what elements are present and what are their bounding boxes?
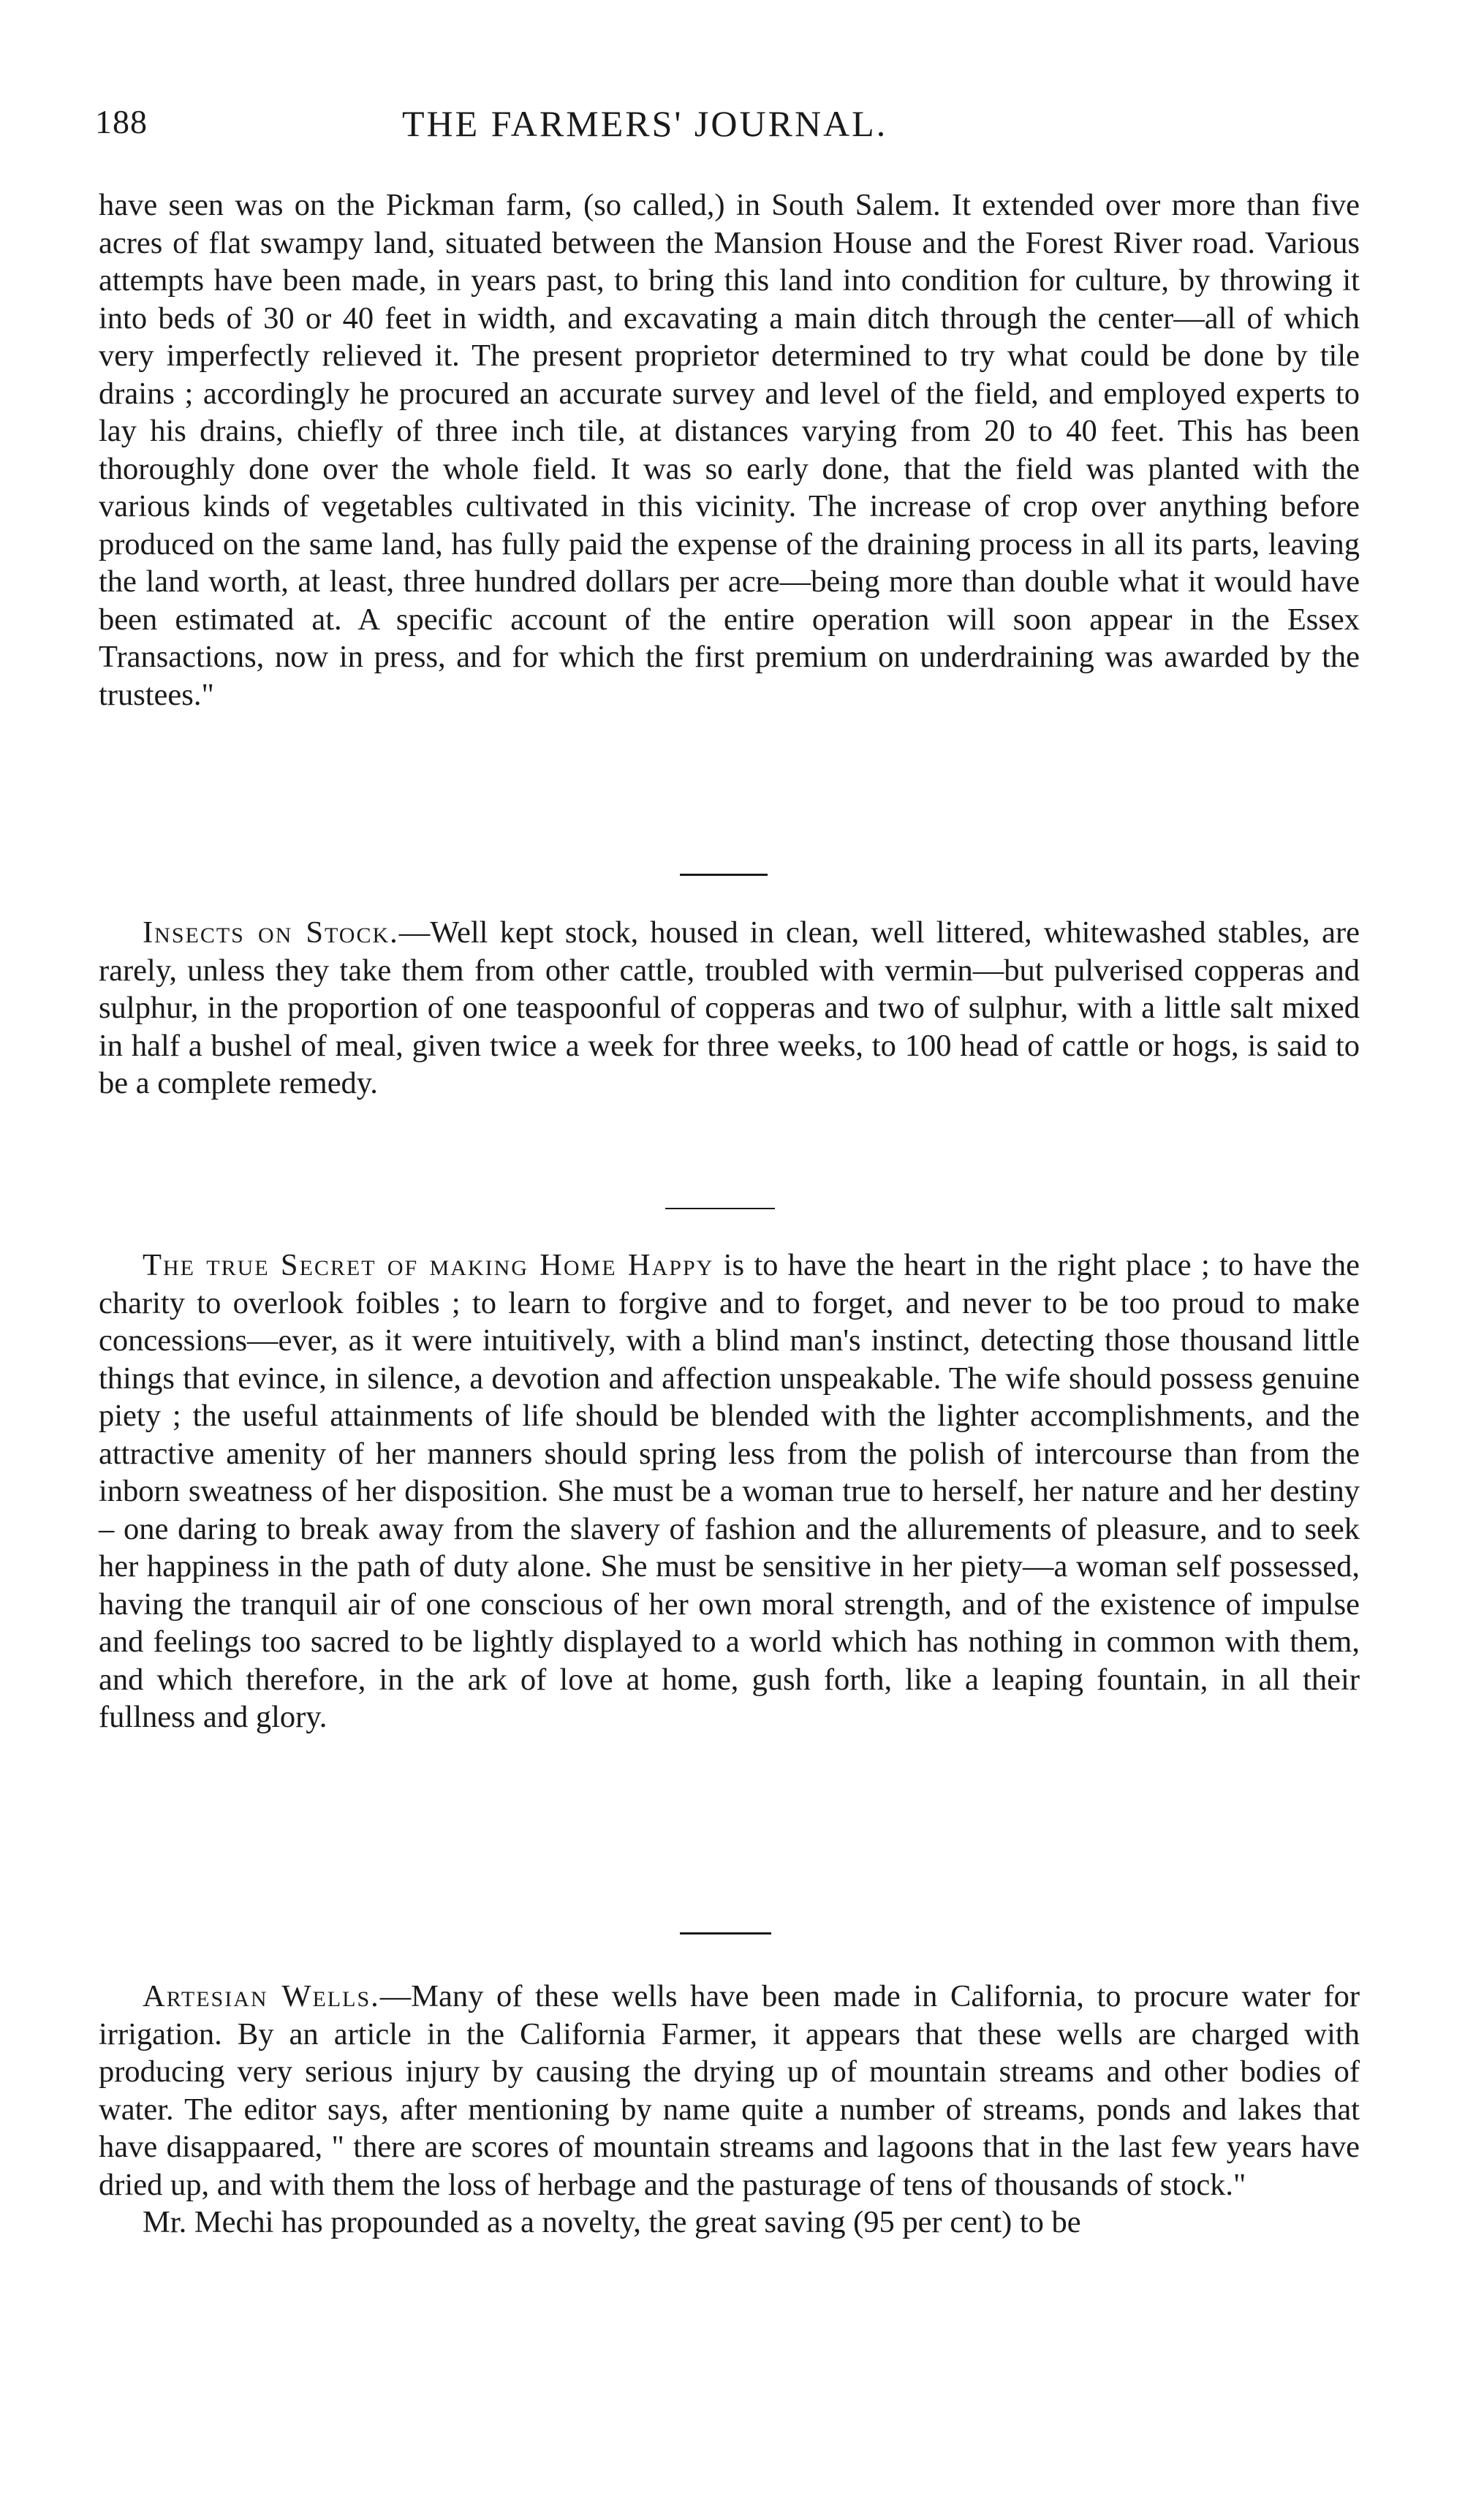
continued-article: [99, 186, 1360, 714]
artesian-paragraph: [99, 1978, 1360, 2204]
section-divider: [680, 1932, 771, 1935]
section-divider: [665, 1208, 775, 1209]
home-happy-text: is to have the heart in the right place ; to have the charity to overlook foibles ; to learn to forgive and to forget, and never to be too proud to make concessions—ever, as it were intuitively, with a blind man's instinct, detecting those thousand little things that evince, in silence, a devotion and affection unspeakable. The wife should possess genuine piety ; the useful attainments of life should be blended with the lighter accomplishments, and the attractive amenity of her manners should spring less from the polish of intercourse than from the inborn sweatness of her disposition. She must be a woman true to herself, her nature and her destiny – one daring to break away from the slavery of fashion and the allurements of pleasure, and to seek her happiness in the path of duty alone. She must be sensitive in her piety—a woman self possessed, having the tranquil air of one conscious of her own moral strength, and of the existence of impulse and feelings too sacred to be lightly displayed to a world which has nothing in common with them, and which therefore, in the ark of love at home, gush forth, like a leaping fountain, in all their fullness and glory.: [99, 1248, 1360, 1734]
home-happy-article: [99, 1247, 1360, 1736]
mechi-paragraph: Mr. Mechi has propounded as a novelty, the great saving (95 per cent) to be: [143, 2205, 1081, 2239]
running-head: [95, 102, 1352, 161]
page-number: 188: [95, 103, 148, 140]
insects-article: [99, 914, 1360, 1103]
continued-paragraph: have seen was on the Pickman farm, (so called,) in South Salem. It extended over more than five acres of flat swampy land, situated between the Mansion House and the Forest River road. Various attempts have been made, in years past, to bring this land into condition for culture, by throwing it into beds of 30 or 40 feet in width, and excavating a main ditch through the center—all of which very imperfectly relieved it. The present proprietor determined to try what could be done by tile drains ; accordingly he procured an accurate survey and level of the field, and employed experts to lay his drains, chiefly of three inch tile, at distances varying from 20 to 40 feet. This has been thoroughly done over the whole field. It was so early done, that the field was planted with the various kinds of vegetables cultivated in this vicinity. The increase of crop over anything before produced on the same land, has fully paid the expense of the draining process in all its parts, leaving the land worth, at least, three hundred dollars per acre—being more than double what it would have been estimated at. A specific account of the entire operation will soon appear in the Essex Transactions, now in press, and for which the first premium on underdraining was awarded by the trustees.": [99, 188, 1360, 712]
insects-heading: Insects on Stock.: [143, 915, 399, 950]
insects-text: —Well kept stock, housed in clean, well littered, whitewashed stables, are rarely, unless they take them from other cattle, troubled with vermin—but pulverised copperas and sulphur, in the proportion of one teaspoonful of copperas and two of sulphur, with a little salt mixed in half a bushel of meal, given twice a week for three weeks, to 100 head of cattle or hogs, is said to be a complete remedy.: [99, 915, 1360, 1100]
artesian-article: [99, 1978, 1360, 2242]
home-happy-heading: The true Secret of making Home Happy: [143, 1248, 714, 1282]
artesian-heading: Artesian Wells.: [143, 1979, 380, 2013]
section-divider: [680, 874, 768, 876]
home-happy-paragraph: [99, 1247, 1360, 1736]
artesian-text: —Many of these wells have been made in California, to procure water for irrigation. By an article in the California Farmer, it appears that these wells are charged with producing very serious injury by causing the drying up of mountain streams and other bodies of water. The editor says, after mentioning by name quite a number of streams, ponds and lakes that have disappaared, " there are scores of mountain streams and lagoons that in the last few years have dried up, and with them the loss of herbage and the pasturage of tens of thousands of stock.": [99, 1979, 1360, 2202]
insects-paragraph: [99, 914, 1360, 1103]
journal-title: THE FARMERS' JOURNAL.: [402, 103, 888, 144]
